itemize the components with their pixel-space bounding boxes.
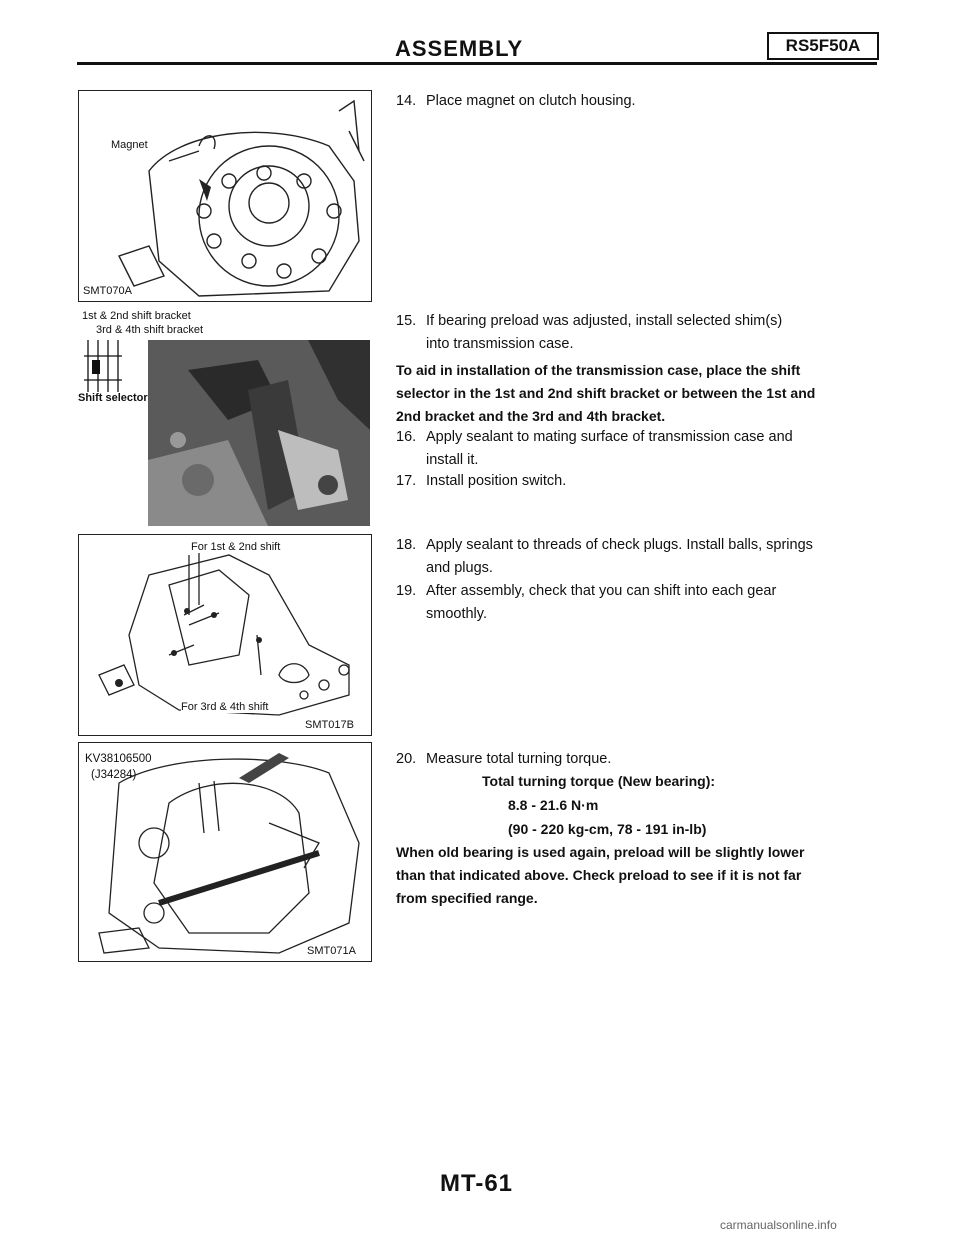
step-number: 14. (396, 93, 417, 109)
step-15 (396, 310, 896, 356)
step-text-cont: install it. (426, 452, 479, 468)
step-number: 16. (396, 429, 417, 445)
step-19 (396, 580, 896, 626)
clutch-housing-drawing (79, 91, 371, 301)
figure-transmission-case (78, 534, 372, 736)
figure-shift-bracket (78, 304, 370, 526)
model-badge: RS5F50A (767, 32, 879, 60)
step-text: Install position switch. (426, 473, 567, 489)
figure-code-smt071a: SMT071A (307, 945, 356, 957)
step-number: 20. (396, 751, 417, 767)
spec-title: Total turning torque (New bearing): (482, 773, 716, 789)
step-number: 19. (396, 583, 417, 599)
note-line: selector in the 1st and 2nd shift bracket or between the 1st and (396, 385, 816, 401)
step-text: Place magnet on clutch housing. (426, 93, 636, 109)
for-1st-2nd-label: For 1st & 2nd shift (191, 541, 281, 553)
note-old-bearing (396, 841, 886, 910)
figure-torque-measurement (78, 742, 372, 962)
bracket12-label: 1st & 2nd shift bracket (82, 310, 191, 322)
step-18 (396, 534, 896, 580)
tool-number-label: KV38106500 (85, 753, 152, 765)
step-20 (396, 748, 896, 771)
for-3rd-4th-label: For 3rd & 4th shift (181, 701, 269, 713)
page-title: ASSEMBLY (395, 36, 524, 61)
step-text-cont: and plugs. (426, 560, 493, 576)
step-text-cont: smoothly. (426, 606, 487, 622)
figure-magnet (78, 90, 372, 302)
shift-selector-label: Shift selector (78, 392, 148, 404)
step-text: Measure total turning torque. (426, 751, 612, 767)
figure-code-smt017b: SMT017B (305, 719, 354, 731)
tool-number-alt-label: (J34284) (91, 769, 137, 781)
note-line: than that indicated above. Check preload to see if it is not far (396, 867, 802, 883)
step-text: Apply sealant to mating surface of transmission case and (426, 429, 793, 445)
step-text: Apply sealant to threads of check plugs. Install balls, springs (426, 537, 813, 553)
spec-value-nm: 8.8 - 21.6 N·m (508, 797, 599, 813)
step-text: If bearing preload was adjusted, install selected shim(s) (426, 313, 783, 329)
magnet-label: Magnet (111, 139, 148, 151)
shift-bracket-photo (148, 340, 370, 526)
bracket34-label: 3rd & 4th shift bracket (96, 324, 203, 336)
figure-code-smt070a: SMT070A (83, 285, 132, 297)
note-line: When old bearing is used again, preload will be slightly lower (396, 844, 805, 860)
header-rule (77, 62, 877, 65)
step-number: 15. (396, 313, 417, 329)
step-16 (396, 426, 896, 472)
note-line: To aid in installation of the transmission case, place the shift (396, 362, 801, 378)
step-number: 18. (396, 537, 417, 553)
bracket-schematic-icon (78, 338, 148, 398)
step-text-cont: into transmission case. (426, 336, 574, 352)
step-14 (396, 90, 896, 113)
step-number: 17. (396, 473, 417, 489)
spec-value-alt: (90 - 220 kg-cm, 78 - 191 in-lb) (508, 821, 707, 837)
note-transmission-case (396, 359, 886, 428)
page-number: MT-61 (440, 1170, 514, 1197)
step-text: After assembly, check that you can shift into each gear (426, 583, 777, 599)
note-line: 2nd bracket and the 3rd and 4th bracket. (396, 408, 666, 424)
watermark: carmanualsonline.info (720, 1218, 837, 1232)
note-line: from specified range. (396, 890, 538, 906)
step-17 (396, 470, 896, 493)
